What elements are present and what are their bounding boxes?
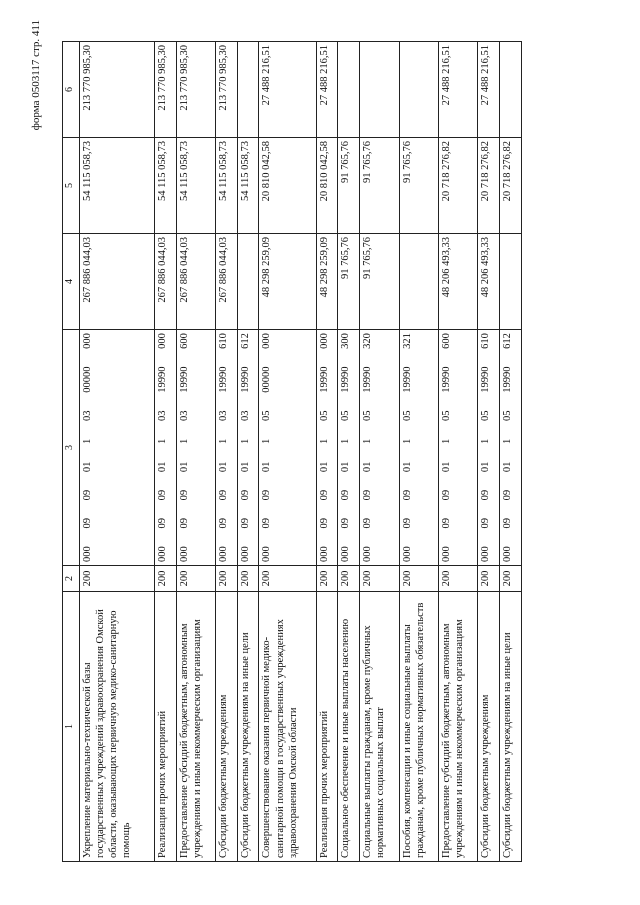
table-row <box>237 42 259 862</box>
row-line-code: 200 <box>154 566 176 592</box>
row-name: Социальное обеспечение и иные выплаты населению <box>338 592 360 862</box>
csr-expense-type: 600 <box>440 333 452 349</box>
csr-expense-type: 610 <box>480 333 492 349</box>
row-approved: 48 206 493,33 <box>478 234 500 330</box>
table-row <box>338 42 360 862</box>
row-executed <box>500 42 522 138</box>
csr-direction: 19990 <box>318 366 330 393</box>
csr-admin: 000 <box>178 546 190 562</box>
table-row <box>438 42 477 862</box>
row-approved <box>500 234 522 330</box>
row-approved: 48 206 493,33 <box>438 234 477 330</box>
csr-subprogram: 1 <box>82 438 93 444</box>
csr-event: 03 <box>239 410 251 421</box>
csr-program: 01 <box>218 461 230 473</box>
row-lbo: 54 115 058,73 <box>154 138 176 234</box>
table-row <box>216 42 238 862</box>
csr-subprogram: 1 <box>480 438 492 444</box>
csr-direction: 19990 <box>239 366 251 393</box>
row-approved: 267 886 044,03 <box>176 234 215 330</box>
budget-code-parts <box>401 333 414 562</box>
row-approved: 48 298 259,09 <box>316 234 338 330</box>
csr-subsection: 09 <box>218 489 230 501</box>
csr-subsection: 09 <box>340 489 352 501</box>
row-line-code: 200 <box>360 566 399 592</box>
csr-program: 01 <box>156 461 168 473</box>
row-executed: 27 488 216,51 <box>478 42 500 138</box>
csr-section: 09 <box>178 518 190 529</box>
csr-section: 09 <box>239 518 251 529</box>
row-name: Субсидии бюджетным учреждениям на иные цели <box>237 592 259 862</box>
row-line-code: 200 <box>478 566 500 592</box>
row-lbo: 20 718 276,82 <box>478 138 500 234</box>
csr-subprogram: 1 <box>502 438 514 444</box>
row-line-code: 200 <box>338 566 360 592</box>
csr-section: 09 <box>362 518 374 529</box>
csr-subsection: 09 <box>82 489 93 501</box>
csr-section: 09 <box>156 518 168 529</box>
csr-section: 09 <box>318 518 330 529</box>
csr-program: 01 <box>502 461 514 473</box>
row-line-code: 200 <box>399 566 438 592</box>
row-name: Субсидии бюджетным учреждениям <box>216 592 238 862</box>
csr-section: 09 <box>440 518 452 529</box>
csr-admin: 000 <box>156 546 168 562</box>
csr-subsection: 09 <box>178 489 190 501</box>
csr-subsection: 09 <box>401 489 413 501</box>
row-budget-code <box>259 330 316 566</box>
budget-code-parts <box>440 333 453 562</box>
csr-expense-type: 600 <box>178 333 190 349</box>
csr-direction: 19990 <box>440 366 452 393</box>
form-label: форма 0503117 стр. 411 <box>30 20 42 131</box>
csr-admin: 000 <box>480 546 492 562</box>
col-header-budget-code: 3 <box>63 330 80 566</box>
budget-table <box>62 41 522 862</box>
csr-subprogram: 1 <box>178 438 190 444</box>
row-approved: 91 765,76 <box>360 234 399 330</box>
csr-direction: 19990 <box>178 366 190 393</box>
csr-subprogram: 1 <box>401 438 413 444</box>
csr-section: 09 <box>502 518 514 529</box>
csr-program: 01 <box>340 461 352 473</box>
row-name: Предоставление субсидий бюджетным, автономным учреждениям и иным некоммерческим организациям <box>438 592 477 862</box>
csr-expense-type: 320 <box>362 333 374 349</box>
row-name: Пособия, компенсации и иные социальные выплаты гражданам, кроме публичных нормативных обязательств <box>399 592 438 862</box>
row-lbo: 91 765,76 <box>360 138 399 234</box>
budget-code-parts <box>178 333 191 562</box>
col-header-line-code: 2 <box>63 566 80 592</box>
budget-code-parts <box>318 333 331 562</box>
budget-code-parts <box>81 333 94 562</box>
csr-subprogram: 1 <box>362 438 374 444</box>
row-lbo: 20 810 042,58 <box>259 138 316 234</box>
csr-admin: 000 <box>440 546 452 562</box>
csr-admin: 000 <box>401 546 413 562</box>
csr-expense-type: 612 <box>239 333 251 349</box>
budget-code-parts <box>479 333 492 562</box>
row-lbo: 20 718 276,82 <box>500 138 522 234</box>
row-budget-code <box>154 330 176 566</box>
row-line-code: 200 <box>237 566 259 592</box>
row-budget-code <box>80 330 155 566</box>
row-executed: 27 488 216,51 <box>259 42 316 138</box>
csr-expense-type: 321 <box>401 333 413 349</box>
csr-subprogram: 1 <box>239 438 251 444</box>
csr-subprogram: 1 <box>318 438 330 444</box>
table-row <box>154 42 176 862</box>
row-executed: 27 488 216,51 <box>438 42 477 138</box>
table-row <box>176 42 215 862</box>
row-approved: 267 886 044,03 <box>80 234 155 330</box>
csr-event: 05 <box>440 410 452 421</box>
row-executed <box>237 42 259 138</box>
csr-subsection: 09 <box>156 489 168 501</box>
csr-expense-type: 000 <box>318 333 330 349</box>
csr-program: 01 <box>440 461 452 473</box>
row-line-code: 200 <box>216 566 238 592</box>
csr-subprogram: 1 <box>440 438 452 444</box>
csr-program: 01 <box>178 461 190 473</box>
csr-section: 09 <box>82 518 93 529</box>
csr-subsection: 09 <box>502 489 514 501</box>
row-name: Предоставление субсидий бюджетным, автономным учреждениям и иным некоммерческим организациям <box>176 592 215 862</box>
csr-event: 05 <box>318 410 330 421</box>
csr-direction: 19990 <box>218 366 230 393</box>
budget-code-parts <box>501 333 514 562</box>
csr-admin: 000 <box>340 546 352 562</box>
csr-expense-type: 610 <box>218 333 230 349</box>
row-executed: 213 770 985,30 <box>216 42 238 138</box>
row-lbo: 54 115 058,73 <box>237 138 259 234</box>
row-executed: 213 770 985,30 <box>176 42 215 138</box>
row-lbo: 20 718 276,82 <box>438 138 477 234</box>
csr-expense-type: 000 <box>261 333 273 349</box>
row-approved <box>399 234 438 330</box>
csr-event: 05 <box>502 410 514 421</box>
csr-direction: 19990 <box>156 366 168 393</box>
csr-event: 03 <box>178 410 190 421</box>
csr-expense-type: 000 <box>82 333 93 349</box>
csr-subsection: 09 <box>480 489 492 501</box>
csr-subprogram: 1 <box>156 438 168 444</box>
csr-event: 05 <box>261 410 273 421</box>
table-row <box>360 42 399 862</box>
csr-section: 09 <box>480 518 492 529</box>
row-name: Субсидии бюджетным учреждениям на иные цели <box>500 592 522 862</box>
csr-program: 01 <box>401 461 413 473</box>
row-name: Совершенствование оказания первичной медико-санитарной помощи в государственных учреждениях здравоохранения Омской области <box>259 592 316 862</box>
csr-subsection: 09 <box>239 489 251 501</box>
csr-admin: 000 <box>362 546 374 562</box>
row-approved: 267 886 044,03 <box>154 234 176 330</box>
budget-code-parts <box>361 333 374 562</box>
table-row <box>478 42 500 862</box>
csr-program: 01 <box>239 461 251 473</box>
row-budget-code <box>216 330 238 566</box>
csr-event: 03 <box>156 410 168 421</box>
table-row <box>500 42 522 862</box>
csr-subprogram: 1 <box>340 438 352 444</box>
csr-program: 01 <box>362 461 374 473</box>
csr-event: 05 <box>362 410 374 421</box>
row-lbo: 54 115 058,73 <box>176 138 215 234</box>
row-budget-code <box>338 330 360 566</box>
budget-code-parts <box>217 333 230 562</box>
row-budget-code <box>399 330 438 566</box>
table-body <box>80 42 522 862</box>
csr-program: 01 <box>318 461 330 473</box>
row-budget-code <box>237 330 259 566</box>
row-line-code: 200 <box>438 566 477 592</box>
csr-direction: 19990 <box>340 366 352 393</box>
csr-expense-type: 300 <box>340 333 352 349</box>
col-header-executed: 6 <box>63 42 80 138</box>
row-executed: 27 488 216,51 <box>316 42 338 138</box>
rotated-page <box>62 42 522 862</box>
col-header-approved: 4 <box>63 234 80 330</box>
row-budget-code <box>478 330 500 566</box>
row-lbo: 54 115 058,73 <box>80 138 155 234</box>
row-approved: 48 298 259,09 <box>259 234 316 330</box>
csr-admin: 000 <box>261 546 273 562</box>
row-name: Реализация прочих мероприятий <box>154 592 176 862</box>
row-lbo: 20 810 042,58 <box>316 138 338 234</box>
row-executed <box>360 42 399 138</box>
csr-direction: 00000 <box>261 366 273 393</box>
csr-direction: 19990 <box>480 366 492 393</box>
csr-program: 01 <box>261 461 273 473</box>
csr-admin: 000 <box>239 546 251 562</box>
csr-section: 09 <box>218 518 230 529</box>
budget-code-parts <box>156 333 169 562</box>
csr-admin: 000 <box>82 546 93 562</box>
row-executed: 213 770 985,30 <box>154 42 176 138</box>
csr-admin: 000 <box>318 546 330 562</box>
csr-event: 05 <box>401 410 413 421</box>
row-line-code: 200 <box>316 566 338 592</box>
csr-program: 01 <box>82 461 93 473</box>
col-header-lbo: 5 <box>63 138 80 234</box>
row-line-code: 200 <box>500 566 522 592</box>
row-lbo: 91 765,76 <box>399 138 438 234</box>
table-row <box>399 42 438 862</box>
table-row <box>316 42 338 862</box>
csr-event: 05 <box>480 410 492 421</box>
row-name: Субсидии бюджетным учреждениям <box>478 592 500 862</box>
csr-direction: 19990 <box>502 366 514 393</box>
table-row <box>80 42 155 862</box>
budget-code-parts <box>239 333 252 562</box>
row-line-code: 200 <box>80 566 155 592</box>
row-approved <box>237 234 259 330</box>
csr-direction: 19990 <box>401 366 413 393</box>
csr-subprogram: 1 <box>261 438 273 444</box>
row-budget-code <box>316 330 338 566</box>
csr-subsection: 09 <box>362 489 374 501</box>
row-executed: 213 770 985,30 <box>80 42 155 138</box>
csr-event: 03 <box>82 410 93 421</box>
row-budget-code <box>500 330 522 566</box>
table-row <box>259 42 316 862</box>
csr-section: 09 <box>261 518 273 529</box>
row-approved: 91 765,76 <box>338 234 360 330</box>
csr-subprogram: 1 <box>218 438 230 444</box>
row-name: Социальные выплаты гражданам, кроме публичных нормативных социальных выплат <box>360 592 399 862</box>
csr-expense-type: 000 <box>156 333 168 349</box>
budget-code-parts <box>339 333 352 562</box>
csr-event: 03 <box>218 410 230 421</box>
csr-section: 09 <box>340 518 352 529</box>
csr-direction: 19990 <box>362 366 374 393</box>
row-lbo: 54 115 058,73 <box>216 138 238 234</box>
csr-program: 01 <box>480 461 492 473</box>
budget-code-parts <box>260 333 273 562</box>
row-line-code: 200 <box>259 566 316 592</box>
row-budget-code <box>438 330 477 566</box>
csr-admin: 000 <box>502 546 514 562</box>
csr-section: 09 <box>401 518 413 529</box>
row-budget-code <box>360 330 399 566</box>
row-lbo: 91 765,76 <box>338 138 360 234</box>
row-approved: 267 886 044,03 <box>216 234 238 330</box>
row-line-code: 200 <box>176 566 215 592</box>
csr-subsection: 09 <box>440 489 452 501</box>
csr-expense-type: 612 <box>502 333 514 349</box>
column-number-row <box>63 42 80 862</box>
col-header-name: 1 <box>63 592 80 862</box>
row-budget-code <box>176 330 215 566</box>
csr-event: 05 <box>340 410 352 421</box>
csr-subsection: 09 <box>261 489 273 501</box>
csr-subsection: 09 <box>318 489 330 501</box>
row-name: Укрепление материально-технической базы государственных учреждений здравоохранения Омской области, оказывающих первичную медико-санитарную помощь <box>80 592 155 862</box>
row-executed <box>399 42 438 138</box>
csr-admin: 000 <box>218 546 230 562</box>
csr-direction: 00000 <box>82 366 93 393</box>
row-executed <box>338 42 360 138</box>
row-name: Реализация прочих мероприятий <box>316 592 338 862</box>
